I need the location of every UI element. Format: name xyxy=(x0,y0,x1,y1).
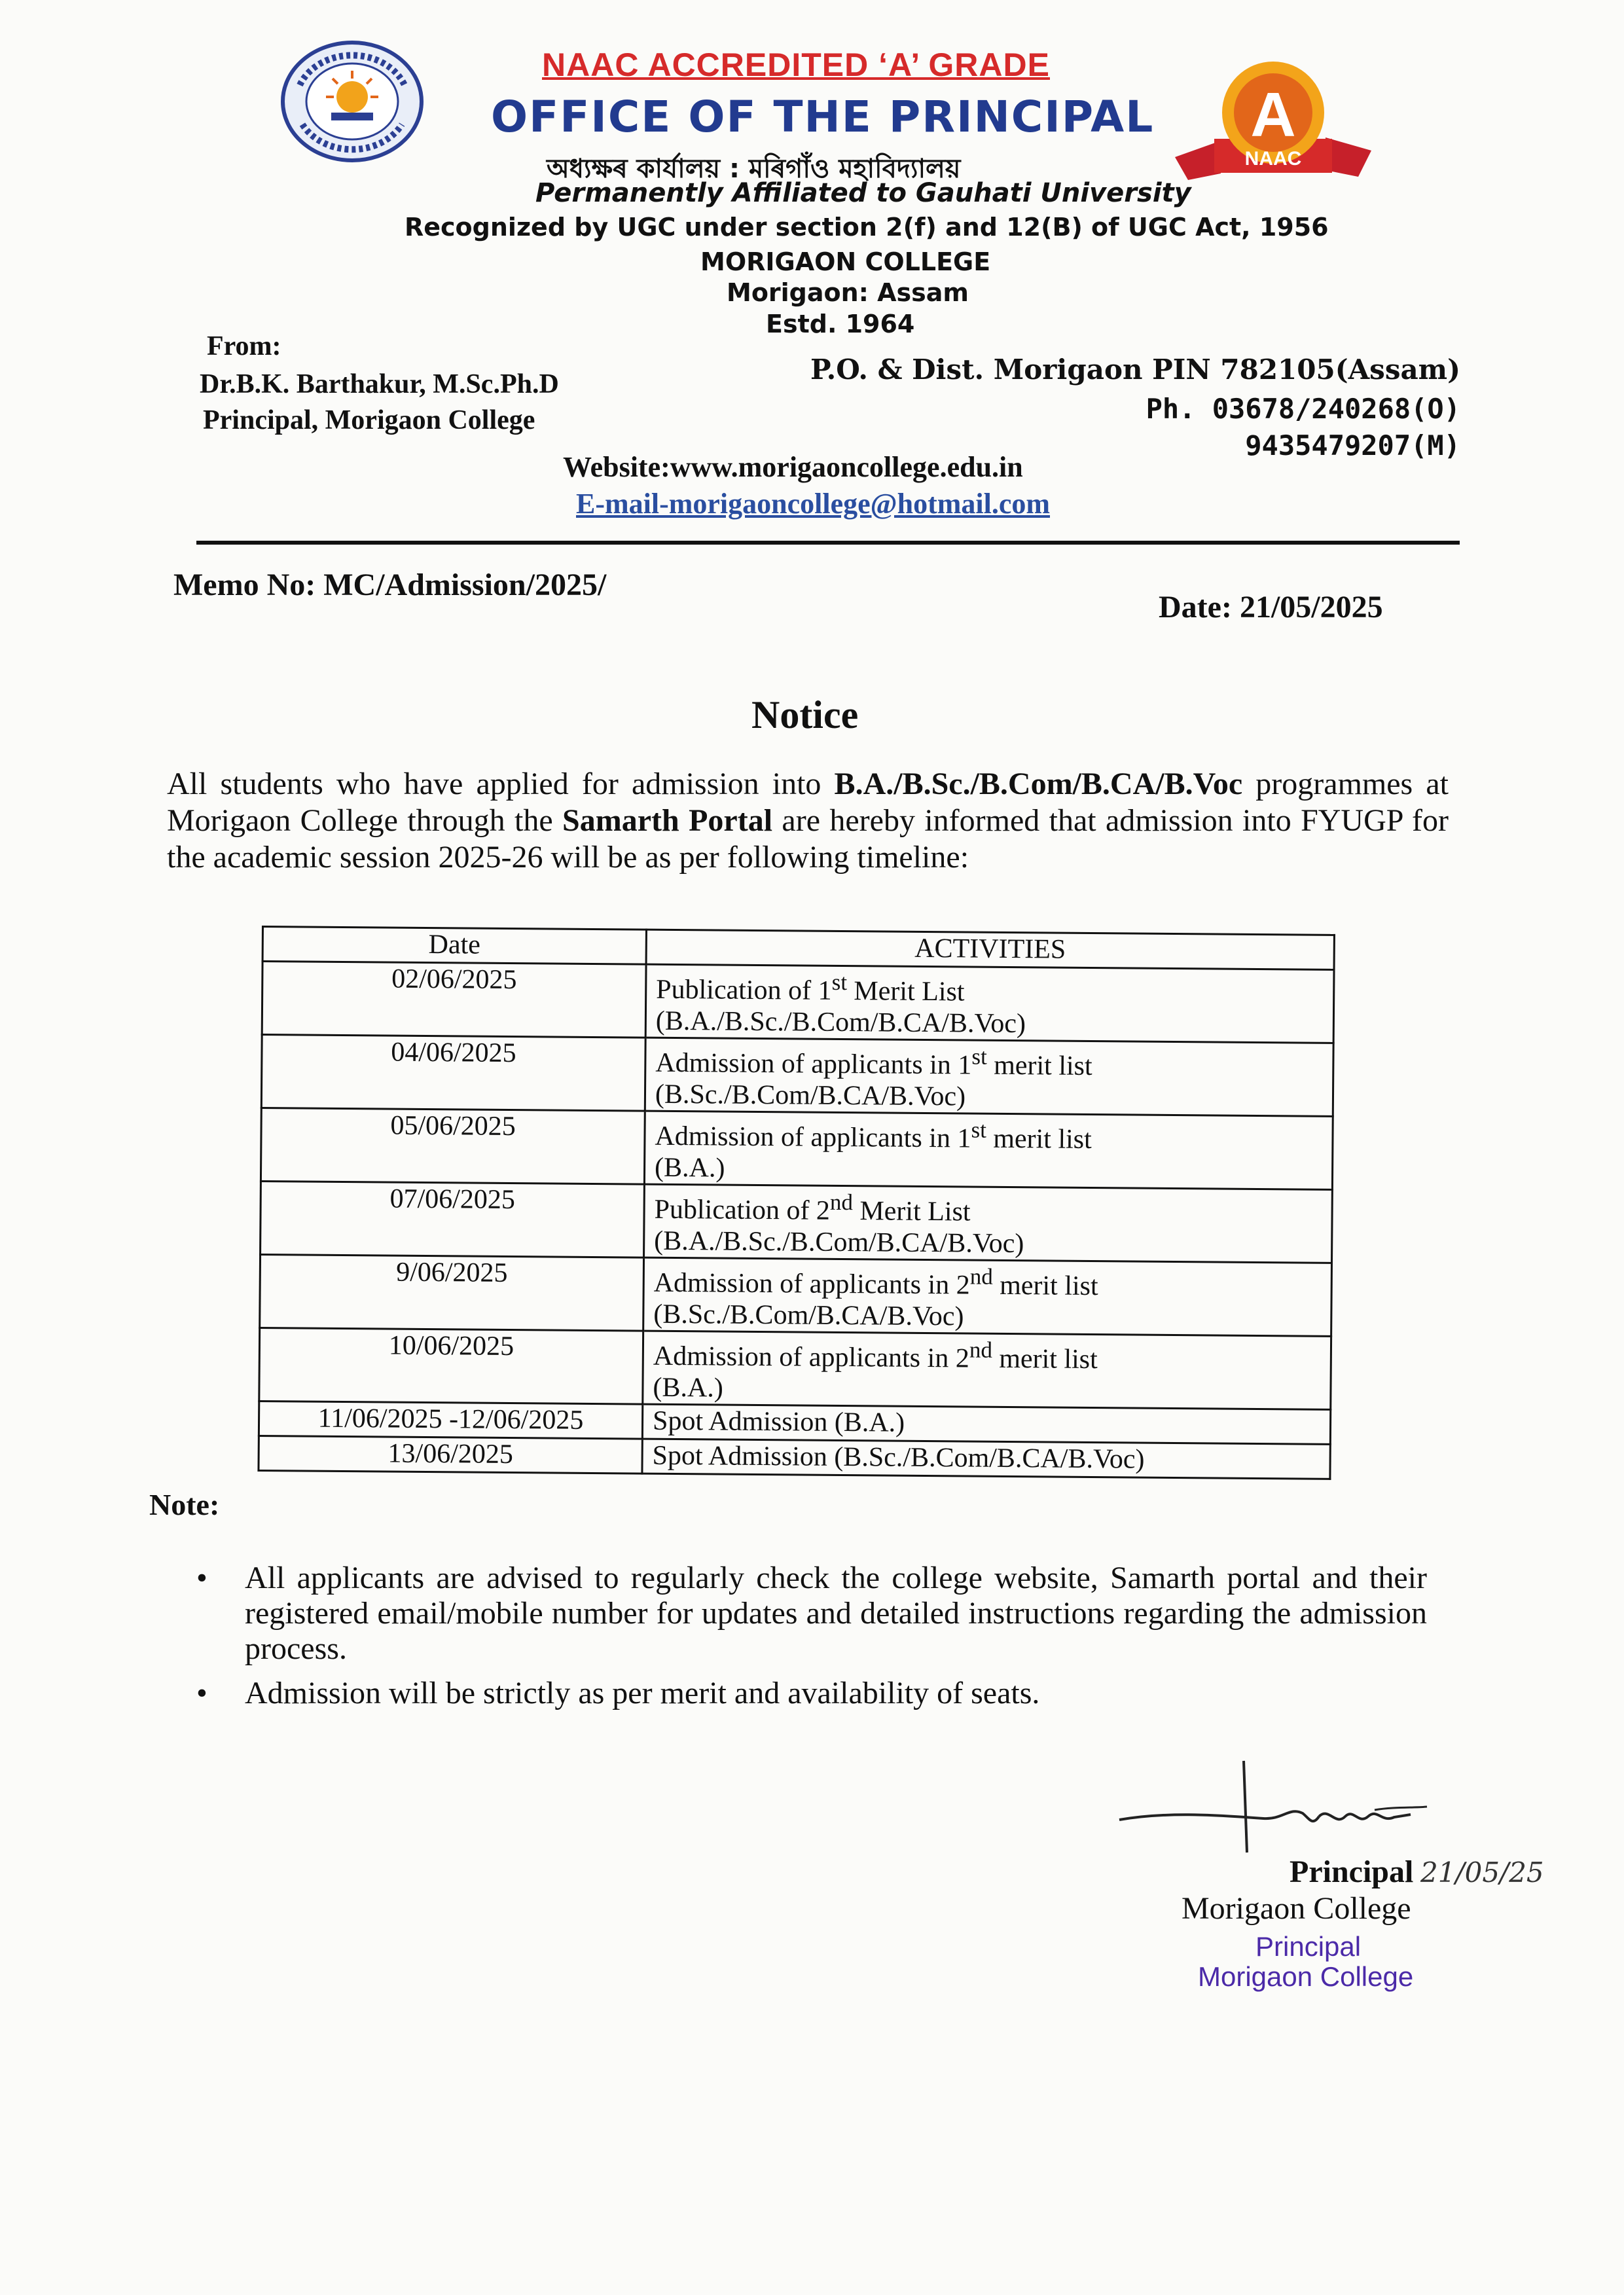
row-date: 07/06/2025 xyxy=(261,1181,645,1257)
office-heading-assamese: অধ্যক্ষৰ কাৰ্যালয় : মৰিগাঁও মহাবিদ্যালয় xyxy=(547,154,961,184)
college-emblem-logo xyxy=(280,39,424,164)
mobile-phone: 9435479207(M) xyxy=(1245,429,1460,461)
row-activity: Spot Admission (B.Sc./B.Com/B.CA/B.Voc) xyxy=(642,1439,1330,1479)
intro-text-3: are hereby informed that admission into FYUGP for the academic session 2025-26 will be as per following timeline: xyxy=(167,803,1449,875)
row-activity: Admission of applicants in 1st merit list (B.A.) xyxy=(644,1111,1333,1189)
signatory-title: Principal xyxy=(1290,1854,1414,1889)
recognition-line: Recognized by UGC under section 2(f) and 12(B) of UGC Act, 1956 xyxy=(405,213,1329,242)
established-year: Estd. 1964 xyxy=(766,310,915,338)
row-date: 11/06/2025 -12/06/2025 xyxy=(259,1401,642,1439)
office-phone: Ph. 03678/240268(O) xyxy=(1146,393,1460,425)
row-date: 05/06/2025 xyxy=(261,1108,645,1185)
memo-date: Date: 21/05/2025 xyxy=(1159,590,1383,624)
row-date: 04/06/2025 xyxy=(261,1035,645,1111)
row-date: 9/06/2025 xyxy=(260,1254,644,1331)
naac-a-grade-badge xyxy=(1168,59,1378,196)
signature-date: 21/05/25 xyxy=(1420,1856,1544,1888)
intro-text-1: All students who have applied for admission into xyxy=(167,767,835,801)
college-location: Morigaon: Assam xyxy=(727,278,969,307)
note-item: • All applicants are advised to regularly check the college website, Samarth portal and their registered email/mobile number for updates and detailed instructions regarding the admission process. xyxy=(196,1561,1427,1667)
table-row xyxy=(261,1181,1333,1263)
row-date: 10/06/2025 xyxy=(259,1328,643,1404)
sender-designation: Principal, Morigaon College xyxy=(203,405,535,435)
accreditation-heading: NAAC ACCREDITED ‘A’ GRADE xyxy=(542,46,1050,83)
table-row xyxy=(259,1328,1331,1409)
table-row xyxy=(262,962,1334,1043)
website-line: Website:www.morigaoncollege.edu.in xyxy=(563,451,1023,483)
notes-list xyxy=(196,1561,1427,1720)
naac-badge-text: NAAC xyxy=(1244,148,1302,170)
notice-title: Notice xyxy=(751,693,859,736)
row-activity: Admission of applicants in 2nd merit list (B.A.) xyxy=(643,1331,1331,1409)
samarth-portal: Samarth Portal xyxy=(562,803,773,838)
postal-address: P.O. & Dist. Morigaon PIN 782105(Assam) xyxy=(810,353,1460,386)
row-date: 02/06/2025 xyxy=(262,962,646,1038)
official-stamp-title: Principal xyxy=(1255,1931,1362,1962)
naac-badge-letter: A xyxy=(1250,80,1296,150)
email-link[interactable]: E-mail-morigaoncollege@hotmail.com xyxy=(576,488,1051,520)
sender-name: Dr.B.K. Barthakur, M.Sc.Ph.D xyxy=(200,369,559,399)
memo-number: Memo No: MC/Admission/2025/ xyxy=(173,568,607,602)
office-heading: OFFICE OF THE PRINCIPAL xyxy=(491,92,1155,142)
row-activity: Admission of applicants in 2nd merit list (B.Sc./B.Com/B.CA/B.Voc) xyxy=(643,1257,1332,1336)
column-header-activities: ACTIVITIES xyxy=(646,930,1334,969)
row-activity: Publication of 2nd Merit List (B.A./B.Sc./B.Com/B.CA/B.Voc) xyxy=(644,1184,1333,1263)
note-item: • Admission will be strictly as per merit and availability of seats. xyxy=(196,1676,1427,1711)
row-activity: Admission of applicants in 1st merit list (B.Sc./B.Com/B.CA/B.Voc) xyxy=(645,1038,1333,1116)
official-stamp-college: Morigaon College xyxy=(1198,1961,1414,1992)
table-row xyxy=(260,1254,1332,1336)
row-activity: Spot Admission (B.A.) xyxy=(642,1404,1330,1444)
programmes-list: B.A./B.Sc./B.Com/B.CA/B.Voc xyxy=(834,767,1243,801)
affiliation-line: Permanently Affiliated to Gauhati University xyxy=(535,178,1191,208)
header-divider xyxy=(196,541,1460,545)
column-header-date: Date xyxy=(262,927,646,965)
from-label: From: xyxy=(207,331,281,361)
signatory-college: Morigaon College xyxy=(1182,1891,1411,1926)
intro-text-2: programmes at Morigaon College through the xyxy=(167,767,1449,838)
row-date: 13/06/2025 xyxy=(259,1436,642,1473)
college-name: MORIGAON COLLEGE xyxy=(700,247,991,276)
table-row xyxy=(261,1035,1333,1117)
note-label: Note: xyxy=(149,1488,220,1521)
row-activity: Publication of 1st Merit List (B.A./B.Sc./B.Com/B.CA/B.Voc) xyxy=(645,964,1334,1043)
table-row xyxy=(261,1108,1333,1190)
notice-intro-paragraph xyxy=(167,766,1449,876)
admission-timeline-table xyxy=(257,926,1335,1480)
